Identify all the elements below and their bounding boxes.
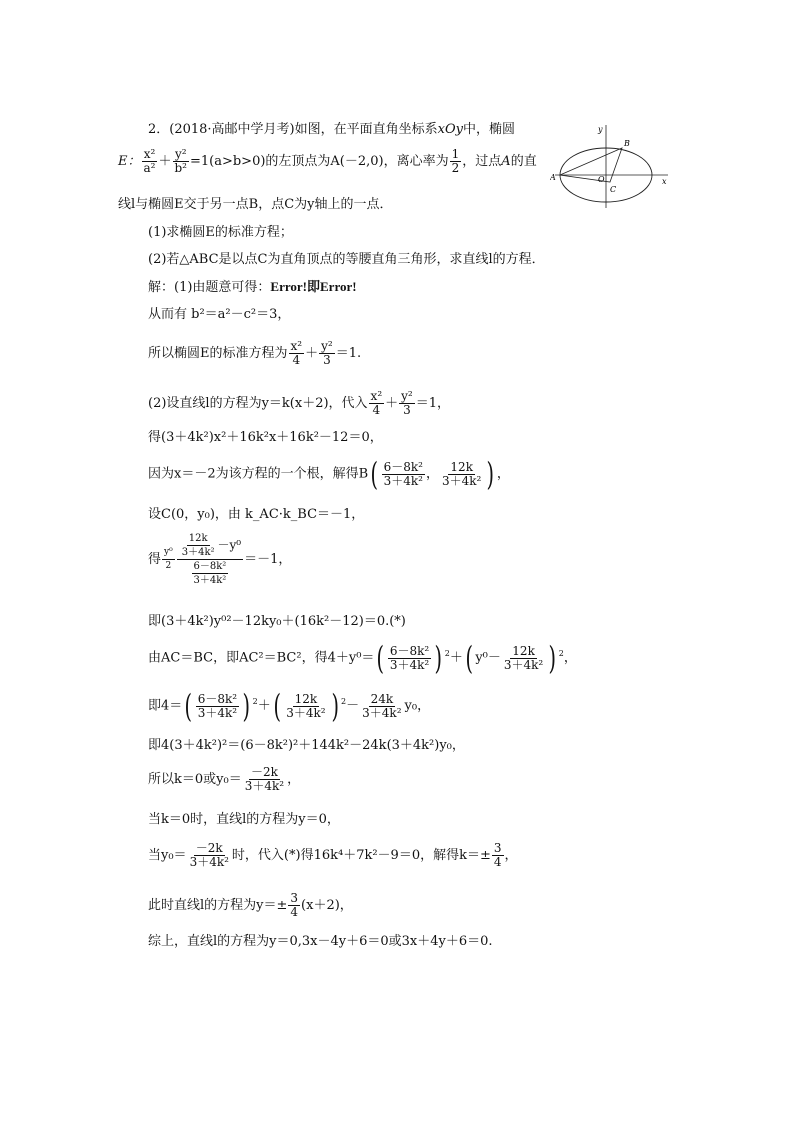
question-1: (1)求椭圆E的标准方程； [148,225,293,240]
solution-step-1: 解：(1)由题意可得：Error!即Error! [148,279,357,295]
solution-step-16: 此时直线l的方程为y＝± $\frac{3}{4}$ (x＋2)， [148,891,353,919]
label-a: A [550,173,556,182]
solution-step-8: 得 $\frac{\text{y⁰}}{2}$ $\frac{12k}{\text{3＋4k²}}$ －y⁰ $\frac{\text{6－8k²}}{\text{3＋4k²}}$ ＝－1， [148,533,292,586]
solution-step-12: 即4(3＋4k²)²＝(6－8k²)²＋144k²－24k(3＋4k²)y₀， [148,738,465,753]
solution-step-2: 从而有 b²＝a²－c²＝3， [148,307,291,322]
solution-step-11: 即4＝( $\frac{\text{6－8k²}}{\text{3＋4k²}}$ ) $^2$＋( $\frac{12k}{\text{3＋4k²}}$ ) $^2$－ $\frac{24k}{\text{3＋4k²}}$ y₀， [148,687,431,725]
label-y: y [598,125,603,134]
solution-step-9: 即(3＋4k²)y⁰²－12ky₀＋(16k²－12)＝0.(*) [148,614,406,629]
solution-step-3: 所以椭圆E的标准方程为 $\frac{\text{x²}}{4}$ ＋ $\frac{\text{y²}}{3}$ ＝1. [148,339,362,367]
label-x: x [662,177,667,186]
problem-line-2: E： $\frac{\text{x²}}{\text{a²}}$ ＋ $\frac{\text{y²}}{\text{b²}}$ =1(a>b>0)的左顶点为A(－2,0)，离心率为 $\frac{1}{2}$ ，过点A的直 [118,147,537,175]
solution-step-13: 所以k＝0或y₀＝ $\frac{-2k}{\text{3＋4k²}}$ ， [148,765,301,793]
solution-step-10: 由AC＝BC，即AC²＝BC²，得4＋y⁰＝( $\frac{\text{6－8k²}}{\text{3＋4k²}}$ ) $^2$＋( y⁰－ $\frac{12k}{\text{3＋4k²}}$ ) $^2$， [148,639,577,677]
fraction-one-half: $\frac{1}{2}$ [451,147,460,175]
solution-step-6: 因为x＝－2为该方程的一个根，解得B( $\frac{\text{6－8k²}}{\text{3＋4k²}}$ ， $\frac{12k}{\text{3＋4k²}}$ ) ， [148,455,510,493]
fraction-x2-a2: $\frac{\text{x²}}{\text{a²}}$ [143,147,156,175]
label-c: C [610,185,617,194]
solution-step-17: 综上，直线l的方程为y＝0,3x－4y＋6＝0或3x＋4y＋6＝0. [148,934,493,949]
question-2: (2)若△ABC是以点C为直角顶点的等腰直角三角形，求直线l的方程． [148,252,545,267]
fraction-y2-b2: $\frac{\text{y²}}{\text{b²}}$ [174,147,187,175]
solution-step-7: 设C(0，y₀)，由 k_AC·k_BC＝－1， [148,507,365,522]
solution-step-15: 当y₀＝ $\frac{-2k}{\text{3＋4k²}}$ 时，代入(*)得16k⁴＋7k²－9＝0，解得k＝± $\frac{3}{4}$ ， [148,841,518,869]
label-o: O [598,175,605,184]
triangle-abc [560,148,622,182]
solution-step-14: 当k＝0时，直线l的方程为y＝0， [148,812,340,827]
ellipse-diagram [550,120,670,210]
problem-line-1: 2．(2018·高邮中学月考)如图，在平面直角坐标系xOy中，椭圆 [148,122,515,137]
label-b: B [624,139,630,148]
problem-line-3: 线l与椭圆E交于另一点B，点C为y轴上的一点． [118,197,393,212]
solution-step-5: 得(3＋4k²)x²＋16k²x＋16k²－12＝0， [148,430,383,445]
solution-step-4: (2)设直线l的方程为y＝k(x＋2)，代入 $\frac{\text{x²}}{4}$ ＋ $\frac{\text{y²}}{3}$ ＝1， [148,389,451,417]
